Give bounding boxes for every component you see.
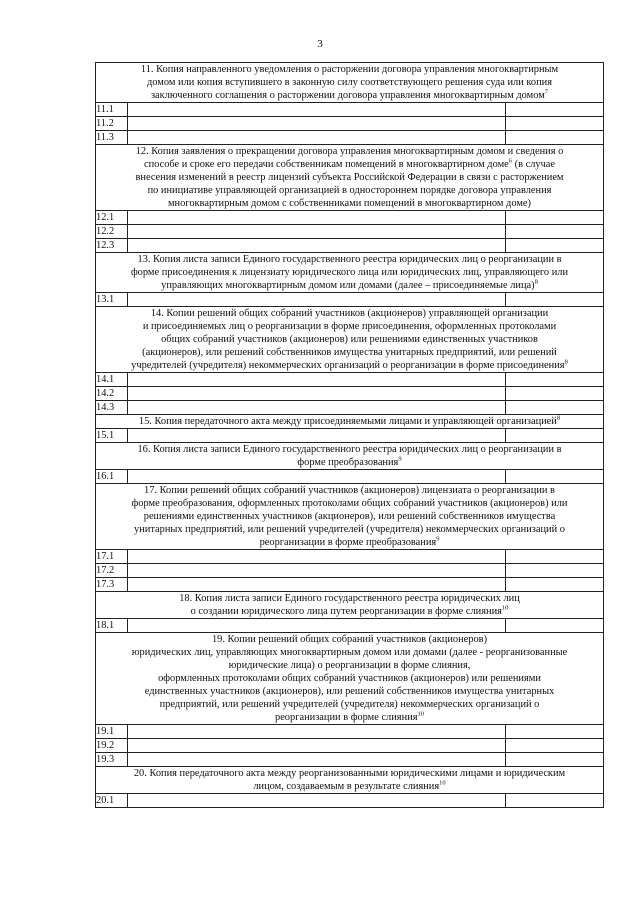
document-entry-cell[interactable] (128, 429, 506, 443)
section-title-line: внесения изменений в реестр лицензий субъекта Российской Федерации в связи с расторжением (135, 172, 564, 183)
table-row (96, 794, 604, 808)
row-number: 14.3 (96, 401, 128, 415)
section-title-line: способе и сроке его передачи собственникам помещений в многоквартирном доме (143, 159, 509, 170)
document-entry-cell[interactable] (128, 564, 506, 578)
table-row (96, 470, 604, 484)
table-row (96, 117, 604, 131)
table-row (96, 211, 604, 225)
footnote-marker: 8 (534, 278, 538, 286)
section-title-line: 18. Копия листа записи Единого государственного реестра юридических лиц (179, 593, 520, 604)
note-cell[interactable] (506, 373, 604, 387)
note-cell[interactable] (506, 401, 604, 415)
note-cell[interactable] (506, 794, 604, 808)
document-entry-cell[interactable] (128, 131, 506, 145)
row-number: 13.1 (96, 293, 128, 307)
document-entry-cell[interactable] (128, 578, 506, 592)
section-title-line: о создании юридического лица путем реорганизации в форме слияния (190, 606, 502, 617)
section-title-line: домом или копия вступившего в законную силу соответствующего решения суда или копия (147, 77, 552, 88)
table-row (96, 387, 604, 401)
row-number: 19.3 (96, 753, 128, 767)
section-title-line: (акционеров), или решений собственников имущества унитарных предприятий, или решений (142, 347, 557, 358)
section-title-line: управляющих многоквартирным домом или домами (далее – присоединяемые лица) (161, 280, 535, 291)
section-header-row (96, 484, 604, 550)
section-title-line: по инициативе управляющей организацией в одностороннем порядке договора управления (147, 185, 552, 196)
footnote-marker: 10 (439, 779, 446, 787)
section-title-line-tail: (в случае (512, 159, 556, 170)
document-entry-cell[interactable] (128, 753, 506, 767)
document-entry-cell[interactable] (128, 373, 506, 387)
footnote-marker: 10 (417, 710, 424, 718)
document-entry-cell[interactable] (128, 619, 506, 633)
table-row (96, 739, 604, 753)
section-title-line: 14. Копии решений общих собраний участников (акционеров) управляющей организации (150, 308, 549, 319)
section-title-line: 13. Копия листа записи Единого государственного реестра юридических лиц о реорганизации в (137, 254, 562, 265)
document-entry-cell[interactable] (128, 725, 506, 739)
document-entry-cell[interactable] (128, 103, 506, 117)
section-title-line: юридические лица) о реорганизации в форме слияния, (228, 660, 471, 671)
section-title-line: юридических лиц, управляющих многоквартирным домом или домами (далее - реорганизованные (131, 647, 568, 658)
note-cell[interactable] (506, 239, 604, 253)
table-row (96, 225, 604, 239)
document-entry-cell[interactable] (128, 739, 506, 753)
note-cell[interactable] (506, 293, 604, 307)
section-title-line: учредителей (учредителя) некоммерческих организаций о реорганизации в форме присоединения (131, 360, 565, 371)
section-title (96, 145, 604, 211)
section-header-row (96, 145, 604, 211)
section-title-line: общих собраний участников (акционеров) или решениями единственных участников (161, 334, 538, 345)
note-cell[interactable] (506, 550, 604, 564)
section-title-line: 16. Копия листа записи Единого государственного реестра юридических лиц о реорганизации в (137, 444, 562, 455)
section-title-line: предприятий, или решений учредителей (учредителя) некоммерческих организаций о (159, 699, 540, 710)
footnote-marker: 9 (398, 455, 402, 463)
document-entry-cell[interactable] (128, 225, 506, 239)
row-number: 15.1 (96, 429, 128, 443)
row-number: 17.3 (96, 578, 128, 592)
row-number: 20.1 (96, 794, 128, 808)
row-number: 16.1 (96, 470, 128, 484)
section-title-line: и присоединяемых лиц о реорганизации в форме присоединения, оформленных протоколами (142, 321, 557, 332)
table-row (96, 239, 604, 253)
section-title-line: реорганизации в форме преобразования (259, 537, 437, 548)
note-cell[interactable] (506, 103, 604, 117)
document-entry-cell[interactable] (128, 794, 506, 808)
footnote-marker: 7 (544, 88, 549, 96)
section-header-row (96, 415, 604, 429)
table-row (96, 373, 604, 387)
table-row (96, 131, 604, 145)
row-number: 12.2 (96, 225, 128, 239)
section-title (96, 767, 604, 794)
table-row (96, 725, 604, 739)
section-header-row (96, 253, 604, 293)
note-cell[interactable] (506, 753, 604, 767)
note-cell[interactable] (506, 131, 604, 145)
footnote-marker: 6 (508, 157, 513, 165)
row-number: 12.1 (96, 211, 128, 225)
section-title-line: решениями единственных участников (акционеров), или решений собственников имущества (143, 511, 556, 522)
section-title-line: форме преобразования (297, 457, 399, 468)
document-entry-cell[interactable] (128, 293, 506, 307)
row-number: 11.3 (96, 131, 128, 145)
document-entry-cell[interactable] (128, 211, 506, 225)
section-title (96, 415, 604, 429)
note-cell[interactable] (506, 564, 604, 578)
section-title-line: 15. Копия передаточного акта между присоединяемыми лицами и управляющей организацией (138, 416, 557, 427)
section-title-line: единственных участников (акционеров), или решений собственников имущества унитарных (144, 686, 555, 697)
section-title-line: 17. Копии решений общих собраний участников (акционеров) лицензиата о реорганизации в (144, 485, 555, 496)
document-checklist-table (95, 62, 604, 808)
note-cell[interactable] (506, 619, 604, 633)
section-title-line: реорганизации в форме слияния (275, 712, 418, 723)
section-title-line: 12. Копия заявления о прекращении договора управления многоквартирным домом и сведения о (135, 146, 564, 157)
section-title-line: заключенного соглашения о расторжении договора управления многоквартирным домом (150, 90, 545, 101)
note-cell[interactable] (506, 470, 604, 484)
section-title-line: 11. Копия направленного уведомления о расторжении договора управления многоквартирным (140, 64, 559, 75)
section-title-line: 20. Копия передаточного акта между реорганизованными юридическими лицами и юридическим (133, 768, 566, 779)
row-number: 14.2 (96, 387, 128, 401)
table-row (96, 103, 604, 117)
table-row (96, 550, 604, 564)
section-title (96, 307, 604, 373)
footnote-marker: 8 (556, 414, 561, 422)
note-cell[interactable] (506, 725, 604, 739)
document-entry-cell[interactable] (128, 387, 506, 401)
section-header-row (96, 443, 604, 470)
footnote-marker: 10 (501, 604, 509, 612)
row-number: 19.2 (96, 739, 128, 753)
section-title-line: лицом, создаваемым в результате слияния (253, 781, 440, 792)
table-row (96, 753, 604, 767)
section-title-line: унитарных предприятий, или решений учредителей (учредителя) некоммерческих организаций о (134, 524, 565, 535)
document-entry-cell[interactable] (128, 117, 506, 131)
document-entry-cell[interactable] (128, 239, 506, 253)
row-number: 11.1 (96, 103, 128, 117)
note-cell[interactable] (506, 117, 604, 131)
note-cell[interactable] (506, 387, 604, 401)
section-header-row (96, 63, 604, 103)
page-number: 3 (317, 38, 323, 50)
section-header-row (96, 767, 604, 794)
section-header-row (96, 307, 604, 373)
section-title (96, 443, 604, 470)
row-number: 12.3 (96, 239, 128, 253)
footnote-marker: 9 (436, 535, 440, 543)
table-row (96, 401, 604, 415)
document-entry-cell[interactable] (128, 550, 506, 564)
section-title (96, 63, 604, 103)
row-number: 18.1 (96, 619, 128, 633)
section-header-row (96, 633, 604, 725)
note-cell[interactable] (506, 739, 604, 753)
table-row (96, 564, 604, 578)
table-row (96, 429, 604, 443)
section-title-line: форме присоединения к лицензиату юридического лица или юридических лиц, управляющего или (130, 267, 569, 278)
table-row (96, 619, 604, 633)
row-number: 11.2 (96, 117, 128, 131)
section-title-line: оформленных протоколами общих собраний участников (акционеров) или решениями (158, 673, 541, 684)
section-title (96, 633, 604, 725)
section-header-row (96, 592, 604, 619)
row-number: 14.1 (96, 373, 128, 387)
note-cell[interactable] (506, 429, 604, 443)
row-number: 19.1 (96, 725, 128, 739)
table-row (96, 293, 604, 307)
section-title (96, 253, 604, 293)
section-title-line: многоквартирным домом с собственниками помещений в многоквартирном доме) (167, 198, 531, 209)
section-title (96, 592, 604, 619)
note-cell[interactable] (506, 225, 604, 239)
row-number: 17.1 (96, 550, 128, 564)
note-cell[interactable] (506, 211, 604, 225)
section-title-line: форме преобразования, оформленных протоколами общих собраний участников (акционеров) или (131, 498, 568, 509)
table-row (96, 578, 604, 592)
document-entry-cell[interactable] (128, 470, 506, 484)
note-cell[interactable] (506, 578, 604, 592)
document-entry-cell[interactable] (128, 401, 506, 415)
row-number: 17.2 (96, 564, 128, 578)
section-title (96, 484, 604, 550)
section-title-line: 19. Копии решений общих собраний участников (акционеров) (211, 634, 488, 645)
footnote-marker: 8 (564, 358, 568, 366)
